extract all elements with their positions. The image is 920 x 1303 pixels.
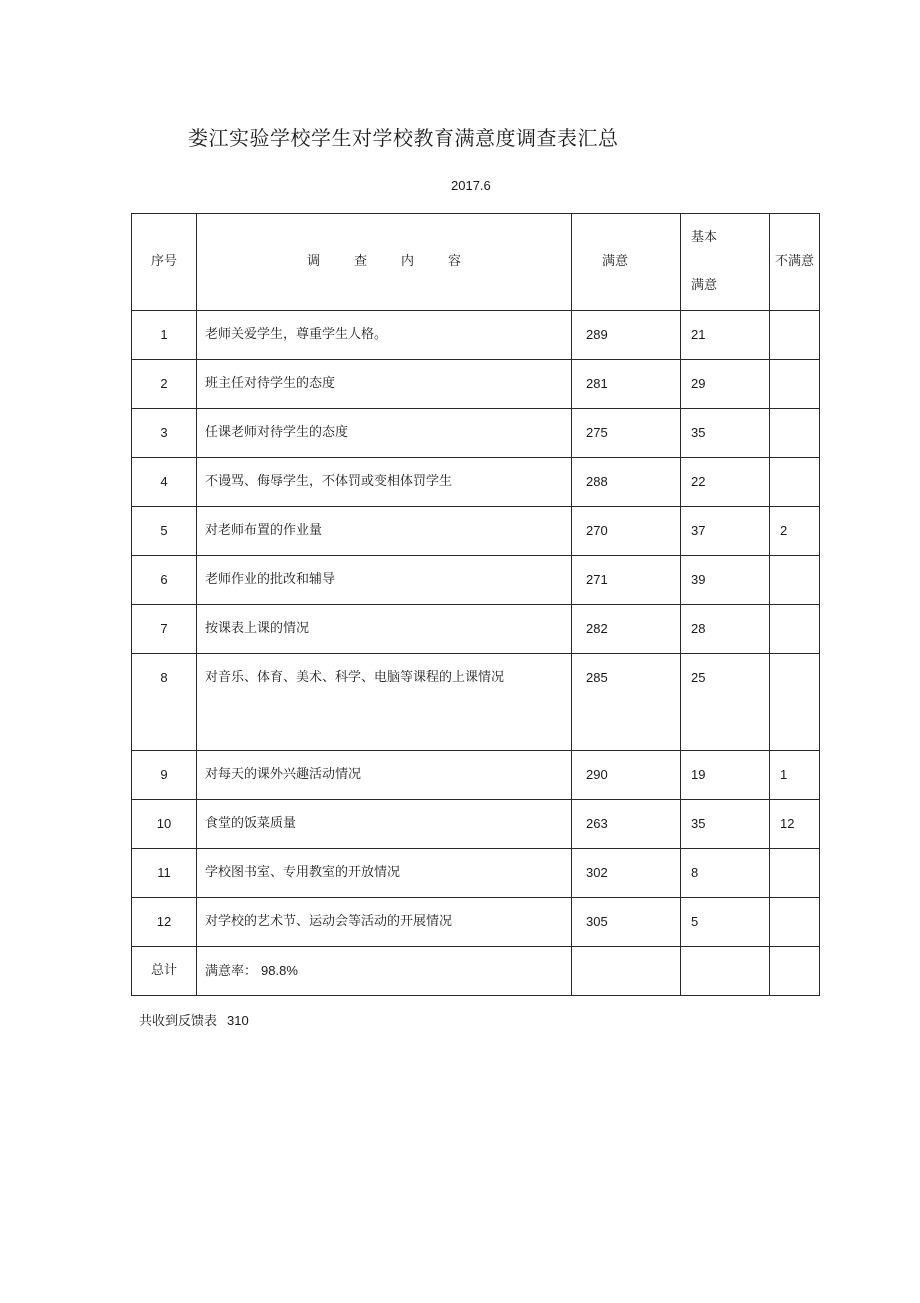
table-row	[132, 800, 820, 849]
row-unsatisfied	[770, 605, 820, 654]
row-satisfied: 271	[572, 556, 681, 605]
header-basic-line1: 基本	[691, 230, 718, 245]
document-title: 娄江实验学校学生对学校教育满意度调查表汇总	[188, 126, 619, 150]
table-row	[132, 458, 820, 507]
row-unsatisfied	[770, 311, 820, 360]
row-item: 不谩骂、侮辱学生，不体罚或变相体罚学生	[197, 458, 572, 507]
table-row	[132, 849, 820, 898]
row-basic: 37	[681, 507, 770, 556]
row-no: 1	[132, 311, 197, 360]
row-no: 11	[132, 849, 197, 898]
row-item: 对音乐、体育、美术、科学、电脑等课程的上课情况	[197, 654, 572, 751]
feedback-label: 共收到反馈表	[139, 1014, 218, 1029]
feedback-count: 310	[227, 1013, 249, 1028]
row-basic: 25	[681, 654, 770, 751]
header-content-char: 查	[353, 254, 367, 270]
table-row	[132, 311, 820, 360]
table-header-row	[132, 214, 820, 311]
row-satisfied: 288	[572, 458, 681, 507]
row-no: 2	[132, 360, 197, 409]
row-basic: 8	[681, 849, 770, 898]
feedback-summary	[139, 1010, 249, 1029]
row-no: 7	[132, 605, 197, 654]
table-row	[132, 898, 820, 947]
row-unsatisfied: 12	[770, 800, 820, 849]
total-rate	[197, 947, 572, 996]
row-no: 10	[132, 800, 197, 849]
row-satisfied: 263	[572, 800, 681, 849]
header-satisfied: 满意	[572, 214, 681, 311]
table-row	[132, 409, 820, 458]
table-row	[132, 751, 820, 800]
row-unsatisfied: 2	[770, 507, 820, 556]
row-item: 对老师布置的作业量	[197, 507, 572, 556]
document-date: 2017.6	[451, 178, 491, 193]
row-basic: 35	[681, 409, 770, 458]
table-row	[132, 605, 820, 654]
row-unsatisfied	[770, 654, 820, 751]
header-content-char: 容	[448, 254, 462, 270]
rate-value: 98.8%	[261, 962, 298, 978]
header-no: 序号	[132, 214, 197, 311]
row-satisfied: 281	[572, 360, 681, 409]
row-unsatisfied	[770, 409, 820, 458]
row-unsatisfied	[770, 458, 820, 507]
row-satisfied: 305	[572, 898, 681, 947]
header-content-char: 内	[401, 254, 415, 270]
row-item: 老师作业的批改和辅导	[197, 556, 572, 605]
row-no: 5	[132, 507, 197, 556]
header-content-char: 调	[306, 254, 320, 270]
row-no: 8	[132, 654, 197, 751]
row-basic: 21	[681, 311, 770, 360]
row-no: 6	[132, 556, 197, 605]
row-unsatisfied	[770, 556, 820, 605]
survey-table	[131, 213, 820, 996]
row-basic: 28	[681, 605, 770, 654]
row-item: 学校图书室、专用教室的开放情况	[197, 849, 572, 898]
row-unsatisfied	[770, 898, 820, 947]
row-unsatisfied: 1	[770, 751, 820, 800]
row-satisfied: 275	[572, 409, 681, 458]
row-item: 班主任对待学生的态度	[197, 360, 572, 409]
row-basic: 39	[681, 556, 770, 605]
header-content	[197, 214, 572, 311]
rate-label: 满意率：	[205, 963, 258, 979]
row-item: 食堂的饭菜质量	[197, 800, 572, 849]
row-basic: 22	[681, 458, 770, 507]
row-item: 任课老师对待学生的态度	[197, 409, 572, 458]
row-satisfied: 270	[572, 507, 681, 556]
total-label: 总计	[132, 947, 197, 996]
row-unsatisfied	[770, 849, 820, 898]
table-row	[132, 360, 820, 409]
row-satisfied: 290	[572, 751, 681, 800]
header-basic-satisfied	[681, 214, 770, 311]
total-empty-cell	[770, 947, 820, 996]
header-basic-line2: 满意	[691, 278, 718, 293]
row-no: 12	[132, 898, 197, 947]
row-satisfied: 289	[572, 311, 681, 360]
table-row	[132, 507, 820, 556]
row-item: 按课表上课的情况	[197, 605, 572, 654]
table-row	[132, 654, 820, 751]
row-satisfied: 302	[572, 849, 681, 898]
table-row	[132, 556, 820, 605]
row-unsatisfied	[770, 360, 820, 409]
header-unsatisfied: 不满意	[770, 214, 820, 311]
row-item: 老师关爱学生，尊重学生人格。	[197, 311, 572, 360]
row-basic: 29	[681, 360, 770, 409]
total-empty-cell	[572, 947, 681, 996]
row-basic: 35	[681, 800, 770, 849]
total-empty-cell	[681, 947, 770, 996]
row-item: 对每天的课外兴趣活动情况	[197, 751, 572, 800]
table-total-row	[132, 947, 820, 996]
row-satisfied: 285	[572, 654, 681, 751]
row-no: 3	[132, 409, 197, 458]
row-item: 对学校的艺术节、运动会等活动的开展情况	[197, 898, 572, 947]
row-no: 9	[132, 751, 197, 800]
row-no: 4	[132, 458, 197, 507]
row-basic: 5	[681, 898, 770, 947]
row-basic: 19	[681, 751, 770, 800]
row-satisfied: 282	[572, 605, 681, 654]
